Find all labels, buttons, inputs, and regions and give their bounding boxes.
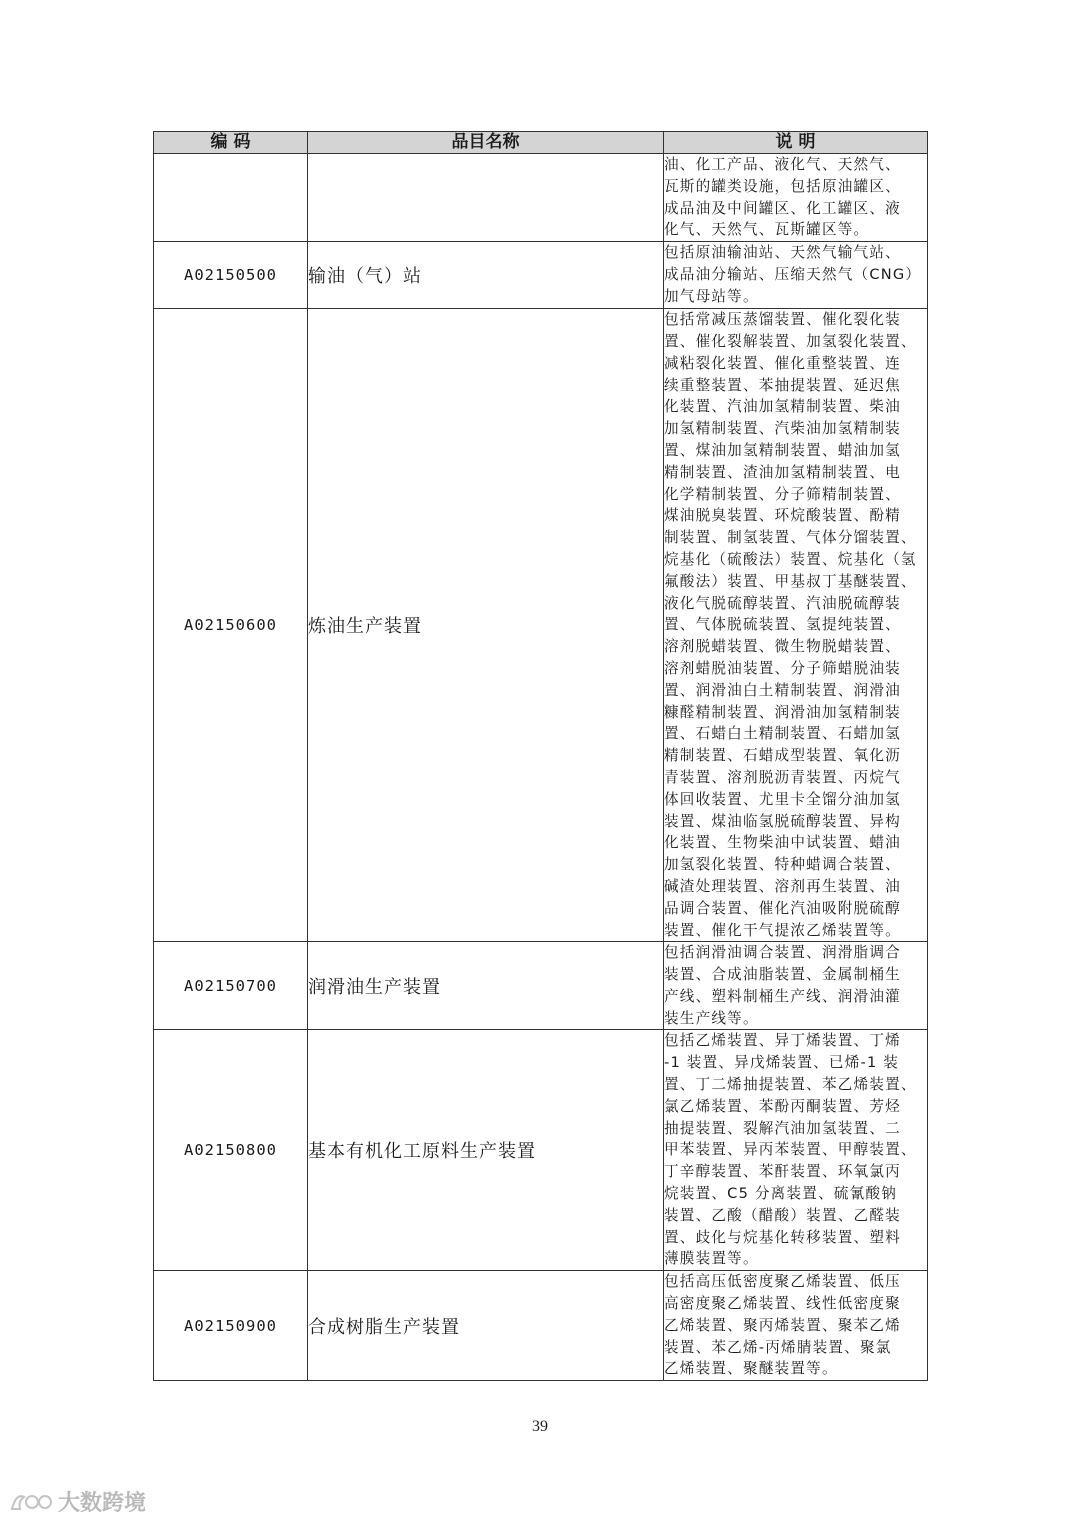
- desc-line: 包括润滑油调合装置、润滑脂调合: [664, 944, 901, 962]
- desc-line: 氟酸法）装置、甲基叔丁基醚装置、: [664, 572, 917, 590]
- desc-line: 高密度聚乙烯装置、线性低密度聚: [664, 1295, 901, 1313]
- desc-line: 加氢精制装置、汽柴油加氢精制装: [664, 420, 901, 438]
- desc-line: 液化气脱硫醇装置、汽油脱硫醇装: [664, 594, 901, 612]
- desc-line: 甲苯装置、异丙苯装置、甲醇装置、: [664, 1141, 917, 1159]
- desc-line: 丁辛醇装置、苯酐装置、环氧氯丙: [664, 1163, 901, 1181]
- desc-line: 包括原油输油站、天然气输气站、: [664, 244, 901, 262]
- desc-line: 制装置、制氢装置、气体分馏装置、: [664, 529, 917, 547]
- table-row: [154, 942, 928, 1030]
- row-desc: [664, 154, 928, 242]
- desc-line: 氯乙烯装置、苯酚丙酮装置、芳烃: [664, 1097, 901, 1115]
- row-desc: [664, 942, 928, 1030]
- row-code: A02150900: [154, 1271, 308, 1381]
- header-name: 品目名称: [308, 132, 664, 154]
- watermark-text: 大数跨境: [58, 1491, 147, 1516]
- desc-line: 成品油及中间罐区、化工罐区、液: [664, 199, 901, 217]
- row-desc: [664, 1030, 928, 1271]
- row-desc: [664, 242, 928, 309]
- desc-line: 体回收装置、尤里卡全馏分油加氢: [664, 790, 901, 808]
- desc-line: 置、石蜡白土精制装置、石蜡加氢: [664, 725, 901, 743]
- row-code: A02150700: [154, 942, 308, 1030]
- table-row: [154, 1030, 928, 1271]
- desc-line: 装置、苯乙烯-丙烯腈装置、聚氯: [664, 1338, 892, 1356]
- desc-line: 置、歧化与烷基化转移装置、塑料: [664, 1228, 901, 1246]
- row-code: [154, 154, 308, 242]
- desc-line: 油、化工产品、液化气、天然气、: [664, 156, 901, 173]
- desc-line: 置、煤油加氢精制装置、蜡油加氢: [664, 441, 901, 459]
- row-name: 输油（气）站: [308, 242, 664, 309]
- desc-line: 置、丁二烯抽提装置、苯乙烯装置、: [664, 1076, 917, 1094]
- row-name: 润滑油生产装置: [308, 942, 664, 1030]
- table-row: [154, 242, 928, 309]
- desc-line: 续重整装置、苯抽提装置、延迟焦: [664, 376, 901, 394]
- desc-line: 薄膜装置等。: [664, 1250, 759, 1268]
- desc-line: 置、催化裂解装置、加氢裂化装置、: [664, 332, 917, 350]
- desc-line: 抽提装置、裂解汽油加氢装置、二: [664, 1119, 901, 1137]
- watermark-logo-icon: [8, 1489, 54, 1515]
- desc-line: 煤油脱臭装置、环烷酸装置、酚精: [664, 507, 901, 525]
- desc-line: 置、气体脱硫装置、氢提纯装置、: [664, 616, 901, 634]
- row-code: A02150600: [154, 309, 308, 942]
- table-row: [154, 154, 928, 242]
- desc-line: 溶剂脱蜡装置、微生物脱蜡装置、: [664, 638, 901, 656]
- catalog-table: [153, 131, 928, 1381]
- desc-line: 乙烯装置、聚丙烯装置、聚苯乙烯: [664, 1316, 901, 1334]
- desc-line: 糠醛精制装置、润滑油加氢精制装: [664, 703, 901, 721]
- row-name: 基本有机化工原料生产装置: [308, 1030, 664, 1271]
- desc-line: 精制装置、渣油加氢精制装置、电: [664, 463, 901, 481]
- desc-line: 减粘裂化装置、催化重整装置、连: [664, 354, 901, 372]
- row-name: [308, 154, 664, 242]
- desc-line: 烷装置、C5 分离装置、硫氰酸钠: [664, 1185, 898, 1203]
- desc-line: 乙烯装置、聚醚装置等。: [664, 1360, 838, 1378]
- desc-line: 产线、塑料制桶生产线、润滑油灌: [664, 987, 901, 1005]
- desc-line: 青装置、溶剂脱沥青装置、丙烷气: [664, 768, 901, 786]
- desc-line: 装生产线等。: [664, 1009, 759, 1027]
- desc-line: 置、润滑油白土精制装置、润滑油: [664, 681, 901, 699]
- desc-line: 加气母站等。: [664, 287, 759, 305]
- table-header-row: [154, 132, 928, 154]
- row-name: 炼油生产装置: [308, 309, 664, 942]
- page-number: 39: [532, 1418, 548, 1435]
- table-row: [154, 309, 928, 942]
- row-code: A02150800: [154, 1030, 308, 1271]
- desc-line: 装置、煤油临氢脱硫醇装置、异构: [664, 812, 901, 830]
- row-desc: [664, 309, 928, 942]
- desc-line: 包括常减压蒸馏装置、催化裂化装: [664, 311, 901, 329]
- desc-line: 化装置、生物柴油中试装置、蜡油: [664, 834, 901, 852]
- desc-line: 成品油分输站、压缩天然气（CNG）: [664, 265, 922, 283]
- desc-line: 包括乙烯装置、异丁烯装置、丁烯: [664, 1032, 901, 1050]
- desc-line: 装置、合成油脂装置、金属制桶生: [664, 966, 901, 984]
- table-body: [154, 154, 928, 1381]
- desc-line: 化学精制装置、分子筛精制装置、: [664, 485, 901, 503]
- table-row: [154, 1271, 928, 1381]
- row-name: 合成树脂生产装置: [308, 1271, 664, 1381]
- desc-line: 包括高压低密度聚乙烯装置、低压: [664, 1273, 901, 1291]
- desc-line: 装置、乙酸（醋酸）装置、乙醛装: [664, 1206, 901, 1224]
- desc-line: 化气、天然气、瓦斯罐区等。: [664, 221, 870, 239]
- desc-line: 烷基化（硫酸法）装置、烷基化（氢: [664, 550, 917, 568]
- watermark: [8, 1486, 146, 1517]
- row-desc: [664, 1271, 928, 1381]
- desc-line: 精制装置、石蜡成型装置、氧化沥: [664, 747, 901, 765]
- header-desc: 说 明: [664, 132, 928, 154]
- header-code: 编 码: [154, 132, 308, 154]
- desc-line: 品调合装置、催化汽油吸附脱硫醇: [664, 899, 901, 917]
- desc-line: 碱渣处理装置、溶剂再生装置、油: [664, 877, 901, 895]
- catalog-sheet: [153, 131, 927, 1381]
- desc-line: 溶剂蜡脱油装置、分子筛蜡脱油装: [664, 659, 901, 677]
- desc-line: 装置、催化干气提浓乙烯装置等。: [664, 921, 901, 939]
- desc-line: -1 装置、异戊烯装置、已烯-1 装: [664, 1054, 900, 1072]
- row-code: A02150500: [154, 242, 308, 309]
- desc-line: 加氢裂化装置、特种蜡调合装置、: [664, 856, 901, 874]
- desc-line: 瓦斯的罐类设施，包括原油罐区、: [664, 177, 901, 195]
- desc-line: 化装置、汽油加氢精制装置、柴油: [664, 398, 901, 416]
